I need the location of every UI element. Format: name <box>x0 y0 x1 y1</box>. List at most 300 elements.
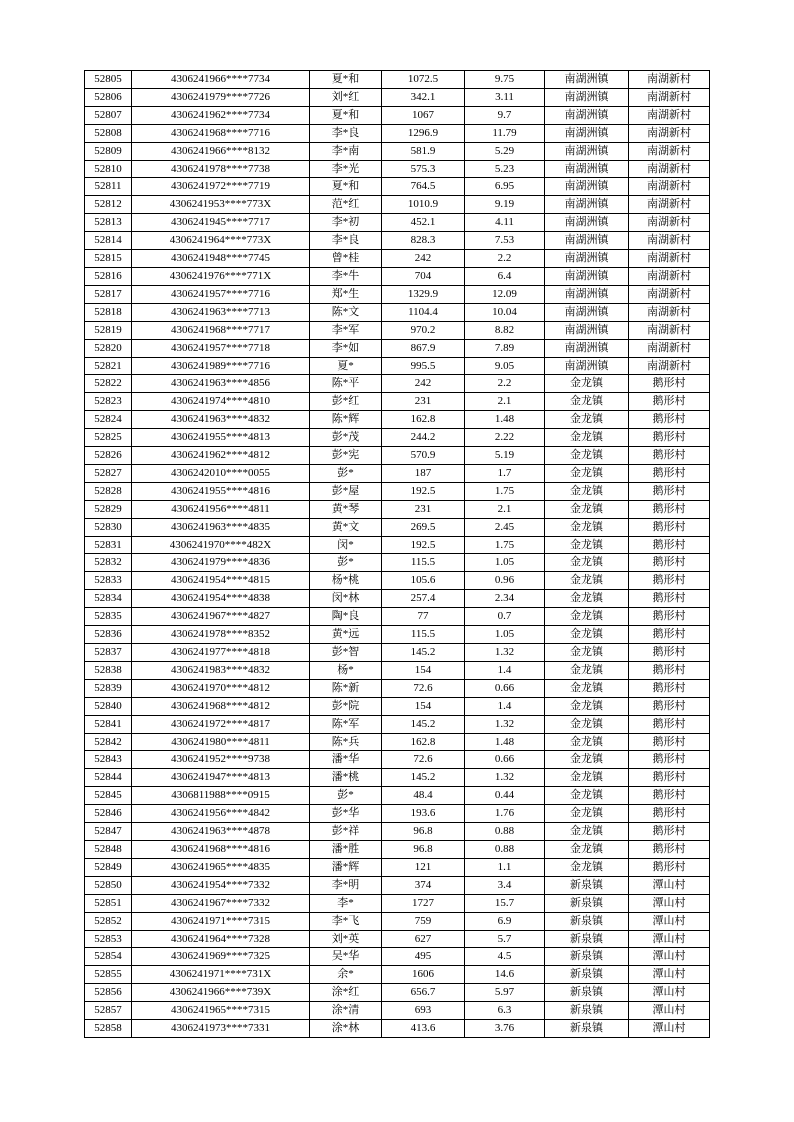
cell-serial: 52828 <box>85 482 132 500</box>
cell-village: 鹅形村 <box>629 644 710 662</box>
records-table-body <box>85 71 710 1038</box>
cell-town: 金龙镇 <box>545 375 629 393</box>
cell-village: 鹅形村 <box>629 411 710 429</box>
cell-value: 0.88 <box>465 840 545 858</box>
cell-serial: 52832 <box>85 554 132 572</box>
cell-town: 金龙镇 <box>545 661 629 679</box>
cell-value: 0.66 <box>465 751 545 769</box>
cell-town: 金龙镇 <box>545 805 629 823</box>
cell-serial: 52840 <box>85 697 132 715</box>
cell-name: 夏*和 <box>310 71 382 89</box>
cell-town: 南湖洲镇 <box>545 357 629 375</box>
cell-amount: 242 <box>382 375 465 393</box>
cell-value: 5.23 <box>465 160 545 178</box>
cell-value: 1.1 <box>465 858 545 876</box>
table-row <box>85 751 710 769</box>
cell-amount: 192.5 <box>382 482 465 500</box>
table-row <box>85 590 710 608</box>
cell-village: 鹅形村 <box>629 464 710 482</box>
cell-amount: 575.3 <box>382 160 465 178</box>
cell-village: 鹅形村 <box>629 858 710 876</box>
cell-village: 鹅形村 <box>629 805 710 823</box>
cell-serial: 52852 <box>85 912 132 930</box>
cell-id-number: 4306241966****739X <box>132 984 310 1002</box>
cell-id-number: 4306241972****4817 <box>132 715 310 733</box>
cell-id-number: 4306241973****7331 <box>132 1020 310 1038</box>
cell-town: 新泉镇 <box>545 948 629 966</box>
cell-village: 鹅形村 <box>629 554 710 572</box>
cell-town: 金龙镇 <box>545 823 629 841</box>
cell-village: 南湖新村 <box>629 267 710 285</box>
cell-serial: 52814 <box>85 232 132 250</box>
table-row <box>85 88 710 106</box>
cell-name: 陶*良 <box>310 608 382 626</box>
cell-name: 陈*兵 <box>310 733 382 751</box>
cell-town: 金龙镇 <box>545 858 629 876</box>
cell-village: 南湖新村 <box>629 160 710 178</box>
table-row <box>85 447 710 465</box>
table-row <box>85 518 710 536</box>
cell-id-number: 4306241978****7738 <box>132 160 310 178</box>
cell-village: 南湖新村 <box>629 339 710 357</box>
cell-serial: 52833 <box>85 572 132 590</box>
cell-value: 2.22 <box>465 429 545 447</box>
cell-town: 金龙镇 <box>545 554 629 572</box>
cell-serial: 52822 <box>85 375 132 393</box>
cell-value: 5.7 <box>465 930 545 948</box>
cell-name: 彭*院 <box>310 697 382 715</box>
table-row <box>85 160 710 178</box>
cell-name: 李*良 <box>310 124 382 142</box>
cell-village: 鹅形村 <box>629 447 710 465</box>
cell-value: 6.95 <box>465 178 545 196</box>
cell-amount: 970.2 <box>382 321 465 339</box>
cell-serial: 52844 <box>85 769 132 787</box>
cell-village: 潭山村 <box>629 912 710 930</box>
cell-town: 金龙镇 <box>545 751 629 769</box>
cell-town: 南湖洲镇 <box>545 71 629 89</box>
table-row <box>85 429 710 447</box>
cell-amount: 154 <box>382 661 465 679</box>
cell-serial: 52809 <box>85 142 132 160</box>
cell-village: 鹅形村 <box>629 375 710 393</box>
cell-serial: 52813 <box>85 214 132 232</box>
table-row <box>85 321 710 339</box>
cell-serial: 52826 <box>85 447 132 465</box>
cell-value: 14.6 <box>465 966 545 984</box>
cell-value: 2.45 <box>465 518 545 536</box>
cell-name: 刘*红 <box>310 88 382 106</box>
cell-id-number: 4306241971****7315 <box>132 912 310 930</box>
cell-town: 金龙镇 <box>545 590 629 608</box>
cell-value: 0.7 <box>465 608 545 626</box>
cell-village: 鹅形村 <box>629 500 710 518</box>
cell-village: 鹅形村 <box>629 572 710 590</box>
cell-town: 金龙镇 <box>545 715 629 733</box>
cell-value: 2.2 <box>465 250 545 268</box>
cell-id-number: 4306241977****4818 <box>132 644 310 662</box>
cell-value: 2.1 <box>465 500 545 518</box>
cell-village: 南湖新村 <box>629 124 710 142</box>
cell-id-number: 4306241983****4832 <box>132 661 310 679</box>
table-row <box>85 912 710 930</box>
cell-village: 南湖新村 <box>629 214 710 232</box>
cell-town: 南湖洲镇 <box>545 106 629 124</box>
cell-village: 鹅形村 <box>629 590 710 608</box>
table-row <box>85 250 710 268</box>
table-row <box>85 536 710 554</box>
cell-name: 吴*华 <box>310 948 382 966</box>
cell-value: 3.4 <box>465 876 545 894</box>
table-row <box>85 787 710 805</box>
cell-village: 潭山村 <box>629 1002 710 1020</box>
cell-id-number: 4306241955****4816 <box>132 482 310 500</box>
cell-village: 南湖新村 <box>629 232 710 250</box>
cell-id-number: 4306241976****771X <box>132 267 310 285</box>
cell-serial: 52853 <box>85 930 132 948</box>
cell-name: 杨*桃 <box>310 572 382 590</box>
cell-village: 鹅形村 <box>629 787 710 805</box>
cell-name: 陈*平 <box>310 375 382 393</box>
cell-value: 1.48 <box>465 733 545 751</box>
cell-amount: 145.2 <box>382 644 465 662</box>
cell-serial: 52856 <box>85 984 132 1002</box>
cell-name: 李*如 <box>310 339 382 357</box>
cell-value: 3.76 <box>465 1020 545 1038</box>
cell-amount: 828.3 <box>382 232 465 250</box>
table-row <box>85 411 710 429</box>
cell-value: 5.97 <box>465 984 545 1002</box>
cell-serial: 52837 <box>85 644 132 662</box>
cell-village: 鹅形村 <box>629 733 710 751</box>
cell-village: 南湖新村 <box>629 285 710 303</box>
cell-town: 金龙镇 <box>545 500 629 518</box>
table-row <box>85 554 710 572</box>
cell-amount: 374 <box>382 876 465 894</box>
cell-amount: 1606 <box>382 966 465 984</box>
cell-town: 新泉镇 <box>545 1020 629 1038</box>
cell-id-number: 4306241979****7726 <box>132 88 310 106</box>
table-row <box>85 626 710 644</box>
cell-town: 新泉镇 <box>545 930 629 948</box>
cell-serial: 52807 <box>85 106 132 124</box>
cell-serial: 52841 <box>85 715 132 733</box>
table-row <box>85 1002 710 1020</box>
cell-id-number: 4306241957****7716 <box>132 285 310 303</box>
cell-id-number: 4306241962****7734 <box>132 106 310 124</box>
cell-name: 夏*和 <box>310 106 382 124</box>
cell-amount: 231 <box>382 393 465 411</box>
cell-id-number: 4306241966****8132 <box>132 142 310 160</box>
cell-serial: 52849 <box>85 858 132 876</box>
table-row <box>85 214 710 232</box>
table-row <box>85 339 710 357</box>
cell-name: 李*良 <box>310 232 382 250</box>
cell-serial: 52839 <box>85 679 132 697</box>
cell-village: 潭山村 <box>629 930 710 948</box>
cell-amount: 269.5 <box>382 518 465 536</box>
cell-village: 潭山村 <box>629 1020 710 1038</box>
cell-value: 7.53 <box>465 232 545 250</box>
cell-value: 12.09 <box>465 285 545 303</box>
cell-amount: 495 <box>382 948 465 966</box>
cell-name: 彭*茂 <box>310 429 382 447</box>
cell-town: 南湖洲镇 <box>545 267 629 285</box>
cell-amount: 581.9 <box>382 142 465 160</box>
cell-name: 闵*林 <box>310 590 382 608</box>
cell-value: 0.96 <box>465 572 545 590</box>
cell-name: 潘*胜 <box>310 840 382 858</box>
cell-town: 南湖洲镇 <box>545 160 629 178</box>
cell-village: 鹅形村 <box>629 536 710 554</box>
cell-name: 潘*华 <box>310 751 382 769</box>
cell-amount: 995.5 <box>382 357 465 375</box>
cell-name: 彭* <box>310 464 382 482</box>
cell-amount: 1296.9 <box>382 124 465 142</box>
table-row <box>85 984 710 1002</box>
cell-id-number: 4306241971****731X <box>132 966 310 984</box>
cell-village: 鹅形村 <box>629 751 710 769</box>
cell-amount: 1072.5 <box>382 71 465 89</box>
cell-serial: 52857 <box>85 1002 132 1020</box>
cell-name: 余* <box>310 966 382 984</box>
table-row <box>85 715 710 733</box>
cell-village: 鹅形村 <box>629 769 710 787</box>
table-row <box>85 71 710 89</box>
cell-value: 1.32 <box>465 715 545 733</box>
cell-serial: 52824 <box>85 411 132 429</box>
cell-amount: 1104.4 <box>382 303 465 321</box>
cell-id-number: 4306241956****4811 <box>132 500 310 518</box>
cell-amount: 115.5 <box>382 626 465 644</box>
cell-name: 陈*新 <box>310 679 382 697</box>
cell-serial: 52811 <box>85 178 132 196</box>
cell-serial: 52854 <box>85 948 132 966</box>
table-row <box>85 142 710 160</box>
cell-id-number: 4306241954****4815 <box>132 572 310 590</box>
cell-amount: 77 <box>382 608 465 626</box>
table-row <box>85 1020 710 1038</box>
cell-serial: 52858 <box>85 1020 132 1038</box>
cell-village: 南湖新村 <box>629 88 710 106</box>
cell-value: 10.04 <box>465 303 545 321</box>
cell-village: 鹅形村 <box>629 661 710 679</box>
cell-serial: 52817 <box>85 285 132 303</box>
cell-id-number: 4306241967****4827 <box>132 608 310 626</box>
table-row <box>85 876 710 894</box>
cell-id-number: 4306241963****4835 <box>132 518 310 536</box>
cell-village: 鹅形村 <box>629 608 710 626</box>
cell-value: 15.7 <box>465 894 545 912</box>
cell-serial: 52846 <box>85 805 132 823</box>
cell-value: 1.7 <box>465 464 545 482</box>
cell-value: 1.4 <box>465 697 545 715</box>
cell-serial: 52820 <box>85 339 132 357</box>
cell-town: 金龙镇 <box>545 518 629 536</box>
cell-id-number: 4306241968****4816 <box>132 840 310 858</box>
cell-town: 金龙镇 <box>545 787 629 805</box>
cell-serial: 52827 <box>85 464 132 482</box>
table-row <box>85 733 710 751</box>
cell-amount: 115.5 <box>382 554 465 572</box>
cell-name: 李*牛 <box>310 267 382 285</box>
cell-name: 李*飞 <box>310 912 382 930</box>
cell-name: 李*南 <box>310 142 382 160</box>
cell-serial: 52838 <box>85 661 132 679</box>
cell-town: 南湖洲镇 <box>545 214 629 232</box>
cell-id-number: 4306241969****7325 <box>132 948 310 966</box>
cell-town: 金龙镇 <box>545 679 629 697</box>
table-row <box>85 106 710 124</box>
cell-name: 李* <box>310 894 382 912</box>
cell-town: 金龙镇 <box>545 644 629 662</box>
cell-name: 夏*和 <box>310 178 382 196</box>
cell-name: 郑*生 <box>310 285 382 303</box>
cell-amount: 867.9 <box>382 339 465 357</box>
cell-value: 1.32 <box>465 769 545 787</box>
cell-town: 金龙镇 <box>545 447 629 465</box>
cell-value: 1.48 <box>465 411 545 429</box>
cell-amount: 257.4 <box>382 590 465 608</box>
cell-name: 涂*林 <box>310 1020 382 1038</box>
cell-name: 彭*红 <box>310 393 382 411</box>
cell-id-number: 4306241965****4835 <box>132 858 310 876</box>
cell-serial: 52848 <box>85 840 132 858</box>
cell-id-number: 4306241963****4856 <box>132 375 310 393</box>
cell-value: 9.75 <box>465 71 545 89</box>
cell-serial: 52819 <box>85 321 132 339</box>
table-row <box>85 482 710 500</box>
cell-id-number: 4306241964****773X <box>132 232 310 250</box>
cell-name: 杨* <box>310 661 382 679</box>
cell-value: 2.34 <box>465 590 545 608</box>
cell-id-number: 4306241964****7328 <box>132 930 310 948</box>
table-row <box>85 805 710 823</box>
cell-name: 刘*英 <box>310 930 382 948</box>
table-row <box>85 823 710 841</box>
cell-id-number: 4306811988****0915 <box>132 787 310 805</box>
cell-value: 4.11 <box>465 214 545 232</box>
cell-value: 1.75 <box>465 482 545 500</box>
cell-amount: 1010.9 <box>382 196 465 214</box>
cell-amount: 627 <box>382 930 465 948</box>
cell-village: 南湖新村 <box>629 357 710 375</box>
cell-village: 鹅形村 <box>629 840 710 858</box>
cell-name: 陈*辉 <box>310 411 382 429</box>
cell-name: 彭*屋 <box>310 482 382 500</box>
table-row <box>85 948 710 966</box>
cell-amount: 764.5 <box>382 178 465 196</box>
cell-name: 李*光 <box>310 160 382 178</box>
cell-name: 李*军 <box>310 321 382 339</box>
cell-name: 李*初 <box>310 214 382 232</box>
cell-serial: 52845 <box>85 787 132 805</box>
cell-serial: 52834 <box>85 590 132 608</box>
cell-value: 9.7 <box>465 106 545 124</box>
cell-serial: 52823 <box>85 393 132 411</box>
cell-amount: 413.6 <box>382 1020 465 1038</box>
cell-village: 南湖新村 <box>629 178 710 196</box>
cell-village: 潭山村 <box>629 948 710 966</box>
cell-id-number: 4306241963****7713 <box>132 303 310 321</box>
cell-value: 5.19 <box>465 447 545 465</box>
cell-town: 金龙镇 <box>545 429 629 447</box>
cell-village: 潭山村 <box>629 876 710 894</box>
cell-town: 南湖洲镇 <box>545 339 629 357</box>
cell-amount: 105.6 <box>382 572 465 590</box>
cell-town: 南湖洲镇 <box>545 178 629 196</box>
cell-amount: 452.1 <box>382 214 465 232</box>
cell-name: 范*红 <box>310 196 382 214</box>
cell-amount: 187 <box>382 464 465 482</box>
cell-village: 南湖新村 <box>629 321 710 339</box>
cell-amount: 656.7 <box>382 984 465 1002</box>
cell-amount: 342.1 <box>382 88 465 106</box>
cell-amount: 193.6 <box>382 805 465 823</box>
cell-serial: 52836 <box>85 626 132 644</box>
cell-amount: 231 <box>382 500 465 518</box>
cell-id-number: 4306241980****4811 <box>132 733 310 751</box>
table-row <box>85 930 710 948</box>
cell-id-number: 4306241968****4812 <box>132 697 310 715</box>
cell-value: 2.2 <box>465 375 545 393</box>
cell-village: 潭山村 <box>629 894 710 912</box>
cell-id-number: 4306241972****7719 <box>132 178 310 196</box>
cell-village: 鹅形村 <box>629 393 710 411</box>
cell-amount: 1727 <box>382 894 465 912</box>
table-row <box>85 608 710 626</box>
cell-village: 南湖新村 <box>629 106 710 124</box>
cell-name: 陈*军 <box>310 715 382 733</box>
cell-id-number: 4306241954****4838 <box>132 590 310 608</box>
cell-village: 潭山村 <box>629 966 710 984</box>
cell-village: 潭山村 <box>629 984 710 1002</box>
table-row <box>85 679 710 697</box>
cell-value: 4.5 <box>465 948 545 966</box>
cell-id-number: 4306241967****7332 <box>132 894 310 912</box>
cell-amount: 192.5 <box>382 536 465 554</box>
cell-value: 5.29 <box>465 142 545 160</box>
cell-town: 金龙镇 <box>545 608 629 626</box>
cell-id-number: 4306241957****7718 <box>132 339 310 357</box>
cell-serial: 52850 <box>85 876 132 894</box>
cell-town: 金龙镇 <box>545 840 629 858</box>
cell-id-number: 4306241970****4812 <box>132 679 310 697</box>
cell-amount: 145.2 <box>382 715 465 733</box>
cell-town: 新泉镇 <box>545 984 629 1002</box>
cell-town: 金龙镇 <box>545 393 629 411</box>
cell-amount: 72.6 <box>382 679 465 697</box>
cell-id-number: 4306241968****7717 <box>132 321 310 339</box>
cell-amount: 759 <box>382 912 465 930</box>
cell-id-number: 4306241955****4813 <box>132 429 310 447</box>
cell-name: 涂*清 <box>310 1002 382 1020</box>
cell-name: 潘*辉 <box>310 858 382 876</box>
cell-serial: 52810 <box>85 160 132 178</box>
cell-name: 彭*智 <box>310 644 382 662</box>
cell-town: 新泉镇 <box>545 894 629 912</box>
cell-id-number: 4306241956****4842 <box>132 805 310 823</box>
cell-town: 金龙镇 <box>545 482 629 500</box>
cell-town: 新泉镇 <box>545 1002 629 1020</box>
cell-amount: 242 <box>382 250 465 268</box>
cell-village: 南湖新村 <box>629 303 710 321</box>
cell-serial: 52825 <box>85 429 132 447</box>
cell-amount: 48.4 <box>382 787 465 805</box>
cell-name: 黄*文 <box>310 518 382 536</box>
cell-serial: 52831 <box>85 536 132 554</box>
cell-serial: 52855 <box>85 966 132 984</box>
